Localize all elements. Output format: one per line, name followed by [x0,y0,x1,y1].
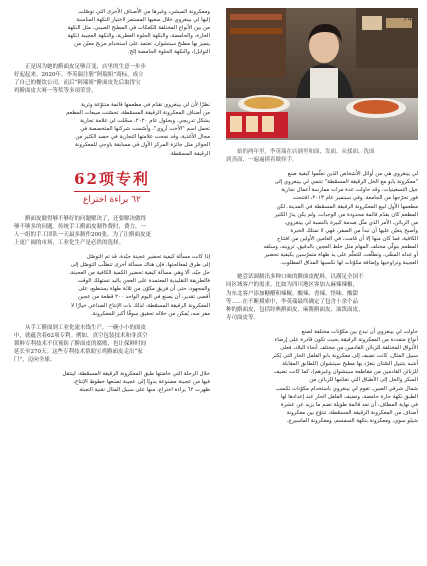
chinese-paragraph: 擀面皮做得够不够好的问题解决了，还要解决做得 够不够多的问题。传统手工擀面皮制作费时，费力，一 人一组的手工团队一天最多制作200张。为了让擀面皮更 上更广阔的市场，工业化生产是必然的选择。 [14,215,151,246]
page-number: 74 [403,15,412,23]
section-heading-chinese: 62项专利 [74,168,150,192]
arabic-paragraph: خلال الرحلة التي خاضتها طبق المعكرونة الرقيقة المسمّطة، لينتقل فيها من عجينة مصنوعة بدويًا إلى عجينة تصنعها خطوط الإنتاج، ظهرت ٦٢ براءة اختراع، منها على سبيل المثال تقنية التعبئة [62,371,210,394]
section-heading-arabic: ٦٢ براءة اختراع [83,194,141,205]
food-vendor-photo [226,8,418,140]
arabic-paragraph: إذا كانت مسألة كيفية تحضير عجينة جيّدة، قد تم التوصّل إلى طرق لمعالجتها، فإن هناك مسألة أخرى تتطلّب التوصّل إلى حل جيّد، ألا وهي مسألة كيفية تحضير الكمية الكافية من العجينة، فالطريقة التقليدية المعتمدة على العجن باليد تستهلك الوقت والمجهود، حتى أن فريق مكوّن من ثلاثة طهاة يستطيع، على أقصى تقدير، أن يصنع في اليوم الواحد ٢٠٠ قطعة من عجين المعكرونة الرقيقة المسمّطة، لذلك بات الإنتاج الصناعي خيارًا لا مفر منه، يُمكن من خلاله تحقيق سوقًا أكبر للمعكرونة. [69,253,210,317]
right-column-text [226,148,418,431]
chinese-paragraph: 始的两年里，李英瑞在店铺里和面、发面、从揉面、洗面 到蒸面，一遍遍摸着做择手。 [226,149,375,164]
chinese-paragraph: 她尝试调制出多种口味的擀面皮配料，以满足全国不 同区域客户的需求。比如为四川地区客加入麻辣辣椒， 为东北客户添加糖醋和辣椒，酸辣、香辣、怪味、酸甜 等……在不断摸索中，李英瑞最终确定了包含十余个品 种的擀面皮，包括经典擀面皮、麻酱擀面皮、油泼面皮、 寿司面皮等。 [226,274,364,321]
left-column [14,8,210,400]
food-vendor-photo-icon [226,8,418,140]
arabic-paragraph: حاولت لي بينغروي أن تبدع بين مكوّنات مختلفة لصنع أنواع متعددة من المعكرونة الرقيقة بحيث تكون قادرة على إرضاء الأذواق المختلفة للزبائن القادمين من مختلف أنحاء البلاد، فعلى سبيل المثال، كانت تضيف إلى معكرونة بابو الفلفل الحار التي يُكثر أشبه بتتبيل السّتان يتغرّد بها مطبخ سيتشوان (للطابق المقابلة للزبائن القادمين من مقاطعة سيتشوان وغيرهم)، كما كانت تضيف السكر والخل إلى الأطباق التي تقدّمها للزبائن من شمال شرقي الصين، تقوم لي بينغروي باستخدام مكوّنات تكسب الطبق نكهة حارة حامضة، وتضيف الفلفل الحار عند إعدادها لها في نهاية المطاف، أن تعد قائمة طويلة تضم ما يزيد عن عشرة أصناف من المعكرونة الرقيقة المسمّطة، تتنوّع بين معكرونة شيلو سوي، ومعكرونة بنكهة السمسم، ومعكرونة الماسيرع، [272,328,418,424]
chinese-paragraph: 从手工擀面到工业化流水线生产，一碗小小的面皮 中，就蕴含着62项专利。例如，真空包装技术和非真空 锁鲜专利技术不仅预防了擀面皮的腐败，也让保鲜时间 延长至270天。这些专利技术帮助宝鸡擀面皮走出“家 门”，迈向全球。 [14,324,148,364]
arabic-paragraph: ومعكرونة الميشي، وغيرها من الأصناف الأخرى التي توصّلت إليها لي بينغروي خلال سعيها المستمر لاختيار النكهة المناسبة من بين الأنواع المختلفة للكعكات في المطبخ الصيني، مثل النكهة الحارة، والحامضة، والنكهة الحلوة العطرية، والنكهة العجيبة (نكهة يتميز بها مطبخ سيتشوان، تعتمد على استخدام مزيج معيّن من التوابل)، والنكهة الحلوة الحامضة إلخ. [67,9,210,56]
section-heading [14,168,210,205]
arabic-paragraph: لي بينغروي هي من أوائل الأشخاص الذين تعلّموا كيفية صنع "معكرونة بابو مع الخل الرقيقة المسمّطة" تنتمي لي بينغروي إلى جيل التسعينيات، وقد حاولت عدة مرات ممارسة أعمال تجارية فور تخرّجها من الجامعة. وفي سبتمبر عام ٢٠١٣، افتتحت مطعمها الأول لبيع المعكرونة الرقيقة المسمّطة في المدينة. لكن المطعم كان يقدّم قائمة محدودة من الوجبات، ولم يكن يدرّ الكثير من الزبائن، الأمر الذي مثّل صدمة كبيرة بالنسبة لي بينغروي، وأصبح يتعيّن عليها أن تبدأ من الصفر، فهي لا تمتلك الخبرة الكافية، فما كان منها إلا أن قامت، في العامين الأولين من افتتاح المطعم بتولّي مختلف المهام مثل خلط العجين بالدقيق، ترويته، وسلقه أو عدله المنقّى، وتطلّعت للتعلّم على يد طهاة متمرّسين بكيفية تحضير العجينة وتراوحيها وإضافة مكوّنات لها تكسبها المذاق المطلوب. [263,171,418,267]
chinese-paragraph: 正是因为她的擀面皮足够百变，店里的生意一步步 好起起来。2020年，李英瑞注册“阿瑞姐”商标，成立 了自己的餐饮公司，而后“阿瑞姐”擀面皮先后取得宝 鸡擀面皮大赛一等奖等多项荣誉。 [14,63,147,94]
arabic-paragraph: نظرًا لأن لي بينغروي تقدّم في مطعمها قائمة متنوّعة وثرية من أصناف المعكرونة الرقيقة المسمّطة، تحسّنت مبيعات المطعم بشكل تدريجي. وبحلول عام ٢٠٢٠، سجّلت لي علامة تجارية تحمل اسم "الأخت آروي"، وأسّست شركتها المتخصصة في مجال الأغذية، وقد نجحت علامتها التجارية في حصد الكثير من الجوائز مثل جائزة المركز الأول في مسابقة باوجي للمعكرونة الرقيقة المسمّطة. [66,101,210,157]
